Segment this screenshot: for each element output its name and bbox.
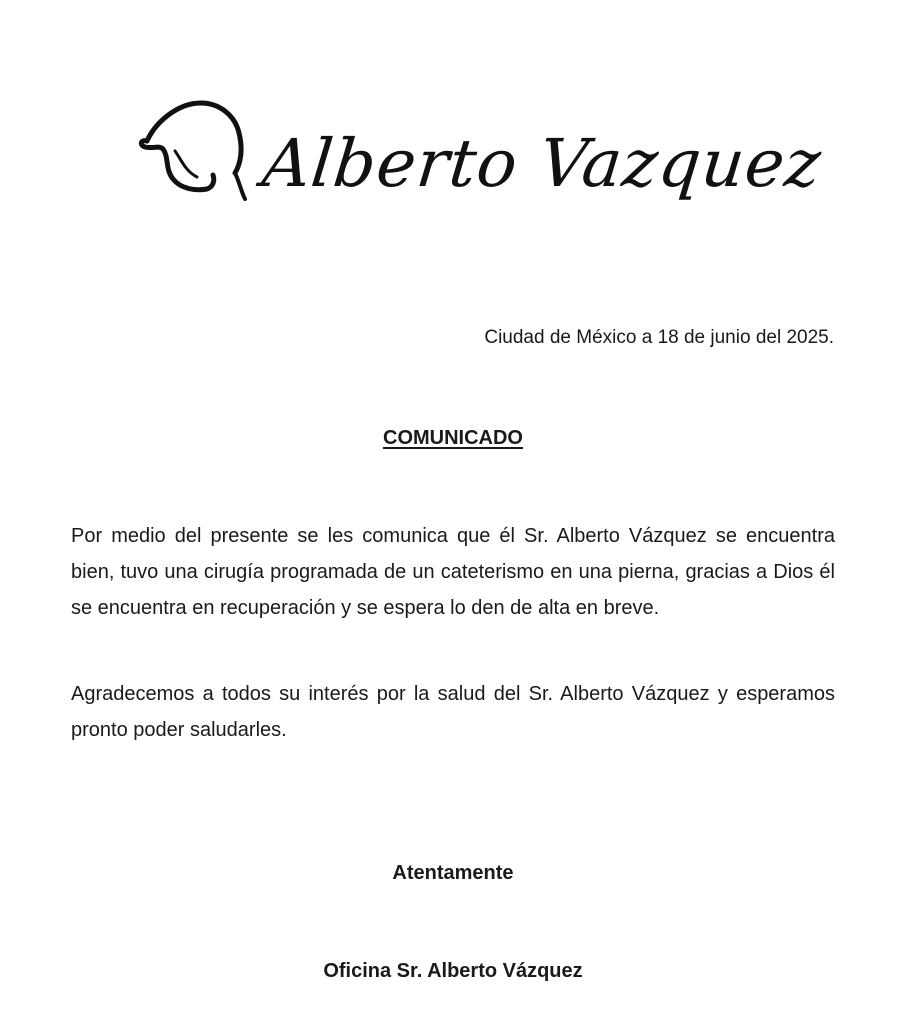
date-line: Ciudad de México a 18 de junio del 2025. <box>484 327 834 348</box>
document-heading: COMUNICADO <box>383 427 523 449</box>
body-paragraph-1: Por medio del presente se les comunica que él Sr. Alberto Vázquez se encuentra bien, tuvo una cirugía programada de un cateterismo en una pierna, gracias a Dios él se encuentra en recuperación y se espera lo den de alta en breve. <box>71 525 835 619</box>
body-paragraph-2: Agradecemos a todos su interés por la salud del Sr. Alberto Vázquez y esperamos pronto poder saludarles. <box>71 683 835 741</box>
profile-silhouette-icon <box>135 95 255 210</box>
letterhead-name: Alberto Vazquez <box>258 125 826 202</box>
signature-line: Oficina Sr. Alberto Vázquez <box>323 960 583 982</box>
letterhead <box>135 95 826 225</box>
closing-salutation: Atentamente <box>392 862 514 884</box>
